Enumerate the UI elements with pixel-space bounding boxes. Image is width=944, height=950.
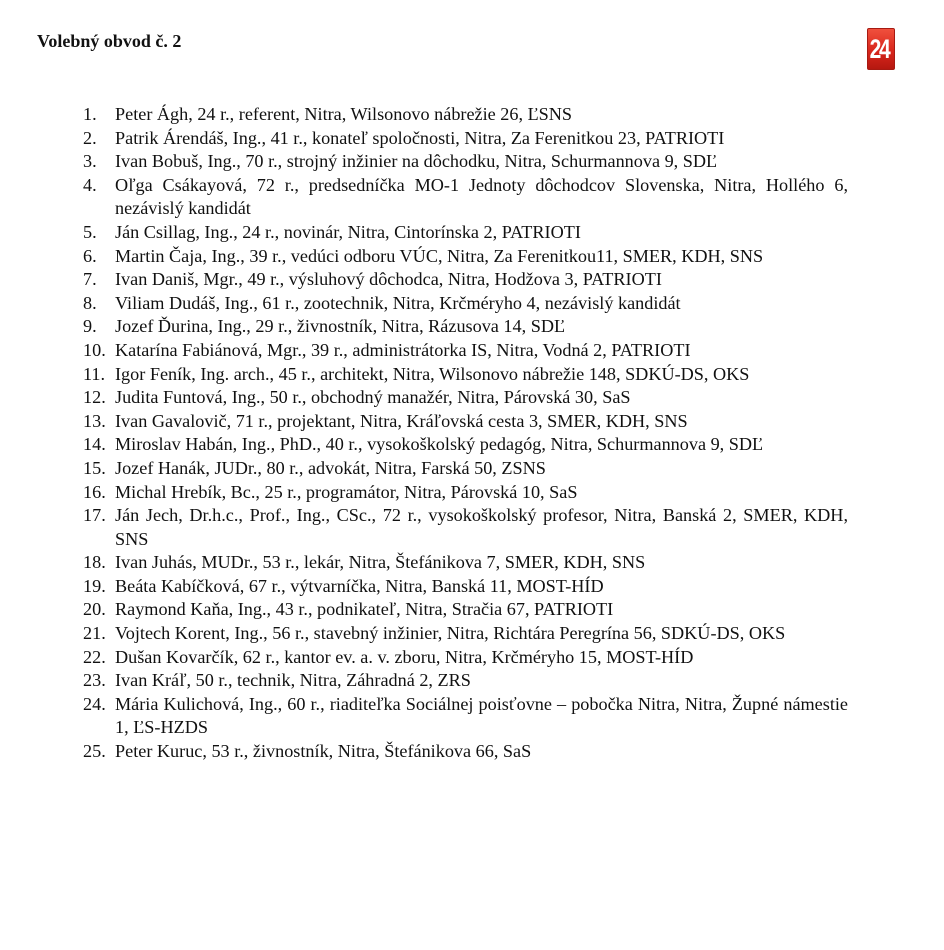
candidate-item	[83, 292, 848, 316]
candidate-text: Ivan Gavalovič, 71 r., projektant, Nitra, Kráľovská cesta 3, SMER, KDH, SNS	[115, 410, 688, 431]
candidate-list	[83, 103, 848, 764]
candidate-number: 1.	[83, 104, 97, 124]
candidate-item	[83, 481, 848, 505]
candidate-number: 9.	[83, 316, 97, 337]
candidate-number: 16.	[83, 481, 106, 502]
candidate-item	[83, 174, 848, 221]
candidate-number: 13.	[83, 410, 106, 431]
candidate-text: Raymond Kaňa, Ing., 43 r., podnikateľ, Nitra, Stračia 67, PATRIOTI	[115, 599, 614, 620]
candidate-text: Jozef Ďurina, Ing., 29 r., živnostník, Nitra, Rázusova 14, SDĽ	[115, 316, 566, 337]
candidate-number: 21.	[83, 623, 106, 644]
candidate-number: 3.	[83, 151, 97, 172]
candidate-item	[83, 127, 848, 151]
candidate-item	[83, 551, 848, 575]
candidate-item	[83, 669, 848, 693]
candidate-text: Oľga Csákayová, 72 r., predsedníčka MO-1 Jednoty dôchodcov Slovenska, Nitra, Hollého 6, nezávislý kandidát	[115, 174, 848, 219]
candidate-number: 8.	[83, 292, 97, 313]
candidate-number: 25.	[83, 741, 106, 762]
candidate-item	[83, 598, 848, 622]
candidate-item	[83, 646, 848, 670]
candidate-item	[83, 363, 848, 387]
candidate-number: 12.	[83, 387, 106, 408]
news-24-logo	[867, 28, 895, 70]
candidate-item	[83, 504, 848, 551]
candidate-text: Michal Hrebík, Bc., 25 r., programátor, Nitra, Párovská 10, SaS	[115, 481, 578, 502]
candidate-number: 5.	[83, 221, 97, 242]
candidate-text: Ivan Daniš, Mgr., 49 r., výsluhový dôchodca, Nitra, Hodžova 3, PATRIOTI	[115, 269, 662, 290]
candidate-number: 10.	[83, 339, 106, 360]
candidate-number: 14.	[83, 434, 106, 455]
candidate-text: Vojtech Korent, Ing., 56 r., stavebný inžinier, Nitra, Richtára Peregrína 56, SDKÚ-DS, OKS	[115, 623, 786, 644]
candidate-item	[83, 221, 848, 245]
candidate-item	[83, 386, 848, 410]
candidate-item	[83, 103, 848, 127]
candidate-number: 6.	[83, 245, 97, 266]
candidate-number: 2.	[83, 127, 97, 148]
candidate-text: Ivan Juhás, MUDr., 53 r., lekár, Nitra, Štefánikova 7, SMER, KDH, SNS	[115, 552, 646, 573]
candidate-item	[83, 315, 848, 339]
candidate-number: 22.	[83, 646, 106, 667]
candidate-number: 15.	[83, 457, 106, 478]
candidate-item	[83, 268, 848, 292]
candidate-item	[83, 150, 848, 174]
candidate-number: 4.	[83, 174, 97, 195]
candidate-item	[83, 339, 848, 363]
candidate-text: Ján Jech, Dr.h.c., Prof., Ing., CSc., 72 r., vysokoškolský profesor, Nitra, Banská 2, SMER, KDH, SNS	[115, 505, 848, 549]
candidate-item	[83, 457, 848, 481]
candidate-text: Dušan Kovarčík, 62 r., kantor ev. a. v. zboru, Nitra, Krčméryho 15, MOST-HÍD	[115, 646, 694, 667]
candidate-number: 7.	[83, 269, 97, 290]
candidate-text: Peter Ágh, 24 r., referent, Nitra, Wilsonovo nábrežie 26, ĽSNS	[115, 104, 573, 124]
logo-text: 24	[870, 33, 889, 64]
candidate-item	[83, 245, 848, 269]
candidate-text: Mária Kulichová, Ing., 60 r., riaditeľka Sociálnej poisťovne – pobočka Nitra, Nitra, Župné námestie 1, ĽS-HZDS	[115, 693, 848, 738]
candidate-text: Ivan Kráľ, 50 r., technik, Nitra, Záhradná 2, ZRS	[115, 670, 471, 691]
candidate-text: Peter Kuruc, 53 r., živnostník, Nitra, Štefánikova 66, SaS	[115, 741, 532, 762]
candidate-number: 20.	[83, 599, 106, 620]
candidate-item	[83, 622, 848, 646]
candidate-number: 11.	[83, 363, 106, 384]
candidate-text: Martin Čaja, Ing., 39 r., vedúci odboru VÚC, Nitra, Za Ferenitkou11, SMER, KDH, SNS	[115, 245, 764, 266]
candidate-text: Patrik Árendáš, Ing., 41 r., konateľ spoločnosti, Nitra, Za Ferenitkou 23, PATRIOTI	[115, 127, 725, 148]
candidate-number: 17.	[83, 505, 106, 526]
page-title: Volebný obvod č. 2	[37, 31, 182, 51]
candidate-text: Judita Funtová, Ing., 50 r., obchodný manažér, Nitra, Párovská 30, SaS	[115, 387, 631, 408]
candidate-text: Ivan Bobuš, Ing., 70 r., strojný inžinier na dôchodku, Nitra, Schurmannova 9, SDĽ	[115, 151, 718, 172]
candidate-text: Viliam Dudáš, Ing., 61 r., zootechnik, Nitra, Krčméryho 4, nezávislý kandidát	[115, 292, 681, 313]
candidate-text: Jozef Hanák, JUDr., 80 r., advokát, Nitra, Farská 50, ZSNS	[115, 457, 546, 478]
candidate-text: Ján Csillag, Ing., 24 r., novinár, Nitra, Cintorínska 2, PATRIOTI	[115, 221, 581, 242]
candidate-number: 18.	[83, 552, 106, 573]
candidate-item	[83, 410, 848, 434]
candidate-text: Miroslav Habán, Ing., PhD., 40 r., vysokoškolský pedagóg, Nitra, Schurmannova 9, SDĽ	[115, 434, 764, 455]
candidate-item	[83, 740, 848, 764]
candidate-number: 24.	[83, 693, 106, 714]
candidate-text: Igor Feník, Ing. arch., 45 r., architekt, Nitra, Wilsonovo nábrežie 148, SDKÚ-DS, OKS	[115, 363, 750, 384]
candidate-item	[83, 433, 848, 457]
candidate-item	[83, 693, 848, 740]
candidate-number: 23.	[83, 670, 106, 691]
candidate-text: Katarína Fabiánová, Mgr., 39 r., administrátorka IS, Nitra, Vodná 2, PATRIOTI	[115, 339, 691, 360]
candidate-item	[83, 575, 848, 599]
candidate-text: Beáta Kabíčková, 67 r., výtvarníčka, Nitra, Banská 11, MOST-HÍD	[115, 575, 604, 596]
candidate-number: 19.	[83, 575, 106, 596]
